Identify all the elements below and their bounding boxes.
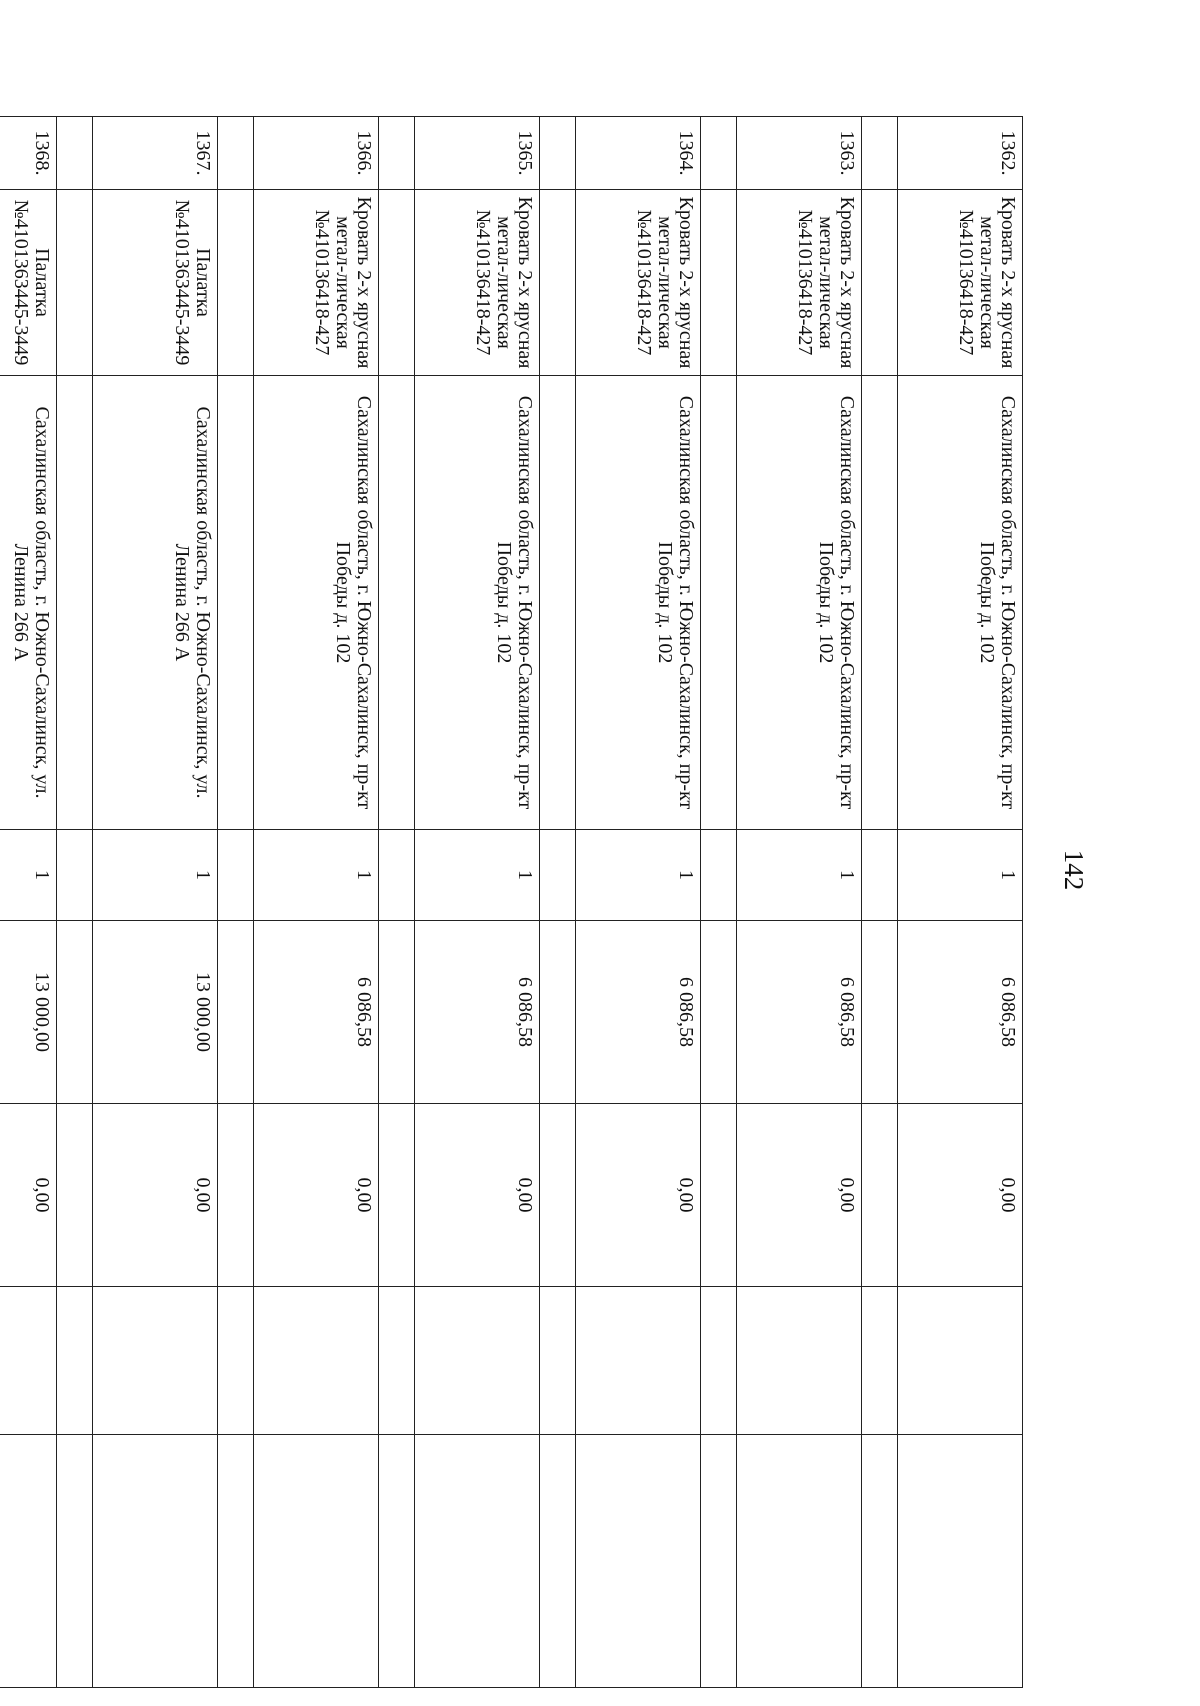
separator-cell [862, 1287, 898, 1435]
separator-cell [701, 117, 737, 190]
address-cell: Сахалинская область, г. Южно-Сахалинск, ул. Ленина 266 А [93, 376, 218, 830]
separator-cell [218, 376, 254, 830]
residual-value-cell: 0,00 [254, 1104, 379, 1287]
separator-cell [379, 190, 415, 376]
table-row [0, 117, 57, 1688]
quantity-cell: 1 [737, 830, 862, 921]
column-7-cell [737, 1287, 862, 1435]
separator-cell [218, 830, 254, 921]
separator-cell [701, 1104, 737, 1287]
table-row [737, 117, 862, 1688]
table-row [93, 117, 218, 1688]
book-value-cell: 6 086,58 [576, 921, 701, 1104]
residual-value-cell: 0,00 [415, 1104, 540, 1287]
separator-cell [218, 921, 254, 1104]
address-cell: Сахалинская область, г. Южно-Сахалинск, ул. Ленина 266 А [0, 376, 57, 830]
quantity-cell: 1 [898, 830, 1023, 921]
book-value-cell: 13 000,00 [0, 921, 57, 1104]
row-separator [540, 117, 576, 1688]
separator-cell [701, 830, 737, 921]
item-name-cell: Кровать 2-х ярусная метал-лическая №410136418-427 [737, 190, 862, 376]
book-value-cell: 6 086,58 [415, 921, 540, 1104]
separator-cell [57, 190, 93, 376]
row-number-cell: 1362. [898, 117, 1023, 190]
column-8-cell [93, 1435, 218, 1688]
book-value-cell: 6 086,58 [898, 921, 1023, 1104]
table-body [0, 117, 1023, 1688]
separator-cell [862, 190, 898, 376]
item-name-cell: Кровать 2-х ярусная метал-лическая №410136418-427 [415, 190, 540, 376]
separator-cell [862, 921, 898, 1104]
row-number-cell: 1364. [576, 117, 701, 190]
separator-cell [218, 1104, 254, 1287]
row-separator [701, 117, 737, 1688]
address-cell: Сахалинская область, г. Южно-Сахалинск, пр-кт Победы д. 102 [898, 376, 1023, 830]
separator-cell [540, 190, 576, 376]
separator-cell [701, 1435, 737, 1688]
separator-cell [57, 117, 93, 190]
separator-cell [540, 830, 576, 921]
table-row [898, 117, 1023, 1688]
row-number-cell: 1365. [415, 117, 540, 190]
item-name-cell: Кровать 2-х ярусная метал-лическая №410136418-427 [254, 190, 379, 376]
address-cell: Сахалинская область, г. Южно-Сахалинск, пр-кт Победы д. 102 [737, 376, 862, 830]
item-name-cell: Кровать 2-х ярусная метал-лическая №410136418-427 [898, 190, 1023, 376]
separator-cell [862, 830, 898, 921]
quantity-cell: 1 [93, 830, 218, 921]
column-7-cell [576, 1287, 701, 1435]
residual-value-cell: 0,00 [898, 1104, 1023, 1287]
separator-cell [540, 921, 576, 1104]
column-8-cell [415, 1435, 540, 1688]
column-8-cell [898, 1435, 1023, 1688]
book-value-cell: 6 086,58 [254, 921, 379, 1104]
row-separator [218, 117, 254, 1688]
column-7-cell [254, 1287, 379, 1435]
separator-cell [701, 190, 737, 376]
separator-cell [218, 117, 254, 190]
column-7-cell [415, 1287, 540, 1435]
separator-cell [379, 830, 415, 921]
row-separator [862, 117, 898, 1688]
separator-cell [379, 1287, 415, 1435]
separator-cell [218, 190, 254, 376]
separator-cell [540, 117, 576, 190]
book-value-cell: 13 000,00 [93, 921, 218, 1104]
column-7-cell [0, 1287, 57, 1435]
separator-cell [701, 1287, 737, 1435]
separator-cell [701, 921, 737, 1104]
column-7-cell [93, 1287, 218, 1435]
separator-cell [379, 1435, 415, 1688]
quantity-cell: 1 [576, 830, 701, 921]
separator-cell [218, 1435, 254, 1688]
page-number: 142 [1059, 849, 1089, 891]
row-separator [57, 117, 93, 1688]
separator-cell [57, 1435, 93, 1688]
separator-cell [540, 376, 576, 830]
separator-cell [57, 1287, 93, 1435]
residual-value-cell: 0,00 [93, 1104, 218, 1287]
separator-cell [540, 1104, 576, 1287]
inventory-table [0, 116, 1023, 1688]
address-cell: Сахалинская область, г. Южно-Сахалинск, пр-кт Победы д. 102 [254, 376, 379, 830]
column-8-cell [0, 1435, 57, 1688]
item-name-cell: Кровать 2-х ярусная метал-лическая №410136418-427 [576, 190, 701, 376]
item-name-cell: Палатка №4101363445-3449 [0, 190, 57, 376]
row-number-cell: 1363. [737, 117, 862, 190]
residual-value-cell: 0,00 [576, 1104, 701, 1287]
quantity-cell: 1 [0, 830, 57, 921]
separator-cell [862, 1435, 898, 1688]
quantity-cell: 1 [415, 830, 540, 921]
column-8-cell [576, 1435, 701, 1688]
book-value-cell: 6 086,58 [737, 921, 862, 1104]
separator-cell [862, 1104, 898, 1287]
table-row [415, 117, 540, 1688]
separator-cell [701, 376, 737, 830]
rotated-table-container [10, 116, 1023, 1687]
row-number-cell: 1367. [93, 117, 218, 190]
separator-cell [540, 1435, 576, 1688]
residual-value-cell: 0,00 [737, 1104, 862, 1287]
separator-cell [862, 376, 898, 830]
separator-cell [379, 1104, 415, 1287]
separator-cell [57, 921, 93, 1104]
separator-cell [862, 117, 898, 190]
address-cell: Сахалинская область, г. Южно-Сахалинск, пр-кт Победы д. 102 [415, 376, 540, 830]
separator-cell [57, 1104, 93, 1287]
item-name-cell: Палатка №4101363445-3449 [93, 190, 218, 376]
column-8-cell [254, 1435, 379, 1688]
separator-cell [218, 1287, 254, 1435]
column-8-cell [737, 1435, 862, 1688]
table-row [254, 117, 379, 1688]
quantity-cell: 1 [254, 830, 379, 921]
separator-cell [540, 1287, 576, 1435]
table-row [576, 117, 701, 1688]
separator-cell [57, 830, 93, 921]
column-7-cell [898, 1287, 1023, 1435]
separator-cell [57, 376, 93, 830]
address-cell: Сахалинская область, г. Южно-Сахалинск, пр-кт Победы д. 102 [576, 376, 701, 830]
separator-cell [379, 921, 415, 1104]
residual-value-cell: 0,00 [0, 1104, 57, 1287]
row-separator [379, 117, 415, 1688]
row-number-cell: 1366. [254, 117, 379, 190]
row-number-cell: 1368. [0, 117, 57, 190]
separator-cell [379, 376, 415, 830]
separator-cell [379, 117, 415, 190]
